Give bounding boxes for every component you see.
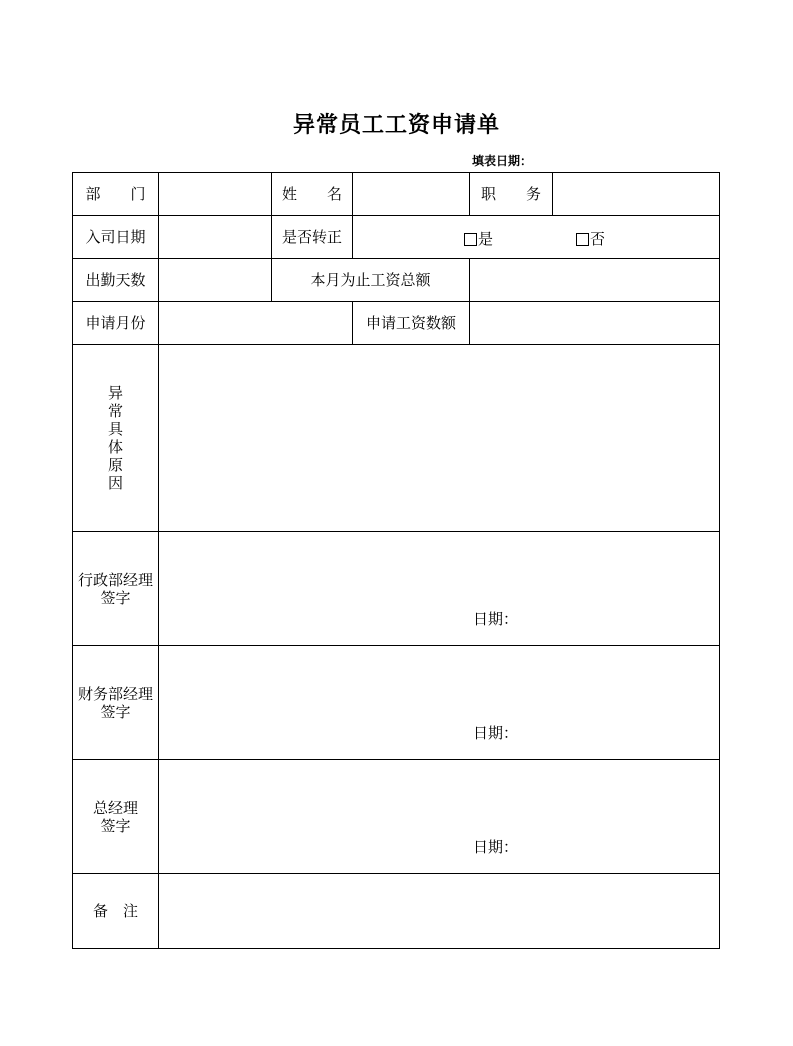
finance-sign-label-line1: 财务部经理 bbox=[77, 684, 153, 703]
remarks-label: 备 注 bbox=[73, 874, 159, 948]
gm-sign-label-line2: 签字 bbox=[100, 816, 131, 835]
gm-sign-field[interactable] bbox=[159, 760, 719, 874]
checkbox-icon[interactable] bbox=[576, 233, 589, 246]
apply-amount-label: 申请工资数额 bbox=[353, 302, 470, 345]
gm-sign-label-line1: 总经理 bbox=[92, 798, 138, 817]
department-field[interactable] bbox=[159, 173, 272, 216]
admin-sign-label-line1: 行政部经理 bbox=[77, 570, 153, 589]
total-salary-field[interactable] bbox=[470, 259, 719, 302]
admin-sign-field[interactable] bbox=[159, 532, 719, 646]
join-date-label: 入司日期 bbox=[73, 216, 159, 259]
position-label: 职 务 bbox=[470, 173, 553, 216]
total-salary-label: 本月为止工资总额 bbox=[272, 259, 470, 302]
attendance-days-field[interactable] bbox=[159, 259, 272, 302]
gm-sign-label bbox=[73, 760, 159, 874]
position-field[interactable] bbox=[553, 173, 719, 216]
checkbox-icon[interactable] bbox=[464, 233, 477, 246]
reason-char: 原 bbox=[107, 456, 123, 474]
regular-yes-option[interactable] bbox=[464, 230, 493, 248]
finance-sign-label bbox=[73, 646, 159, 760]
regular-label: 是否转正 bbox=[272, 216, 353, 259]
reason-char: 因 bbox=[107, 474, 123, 492]
fill-date-label: 填表日期： bbox=[472, 154, 533, 168]
regular-no-label: 否 bbox=[590, 230, 606, 248]
finance-sign-date-label: 日期： bbox=[473, 724, 519, 742]
regular-no-option[interactable] bbox=[576, 230, 605, 248]
reason-char: 体 bbox=[107, 438, 123, 456]
finance-sign-field[interactable] bbox=[159, 646, 719, 760]
gm-sign-date-label: 日期： bbox=[473, 838, 519, 856]
finance-sign-label-line2: 签字 bbox=[100, 702, 131, 721]
apply-month-label: 申请月份 bbox=[73, 302, 159, 345]
regular-yes-label: 是 bbox=[478, 230, 494, 248]
remarks-field[interactable] bbox=[159, 874, 719, 948]
department-label: 部 门 bbox=[73, 173, 159, 216]
attendance-days-label: 出勤天数 bbox=[73, 259, 159, 302]
admin-sign-label-line2: 签字 bbox=[100, 588, 131, 607]
reason-char: 具 bbox=[107, 420, 123, 438]
reason-char: 常 bbox=[107, 402, 123, 420]
reason-label bbox=[73, 345, 159, 532]
reason-field[interactable] bbox=[159, 345, 719, 532]
apply-amount-field[interactable] bbox=[470, 302, 719, 345]
name-field[interactable] bbox=[353, 173, 470, 216]
reason-char: 异 bbox=[107, 384, 123, 402]
admin-sign-date-label: 日期： bbox=[473, 610, 519, 628]
join-date-field[interactable] bbox=[159, 216, 272, 259]
regular-options bbox=[353, 216, 719, 259]
name-label: 姓 名 bbox=[272, 173, 353, 216]
admin-sign-label bbox=[73, 532, 159, 646]
application-form bbox=[72, 172, 720, 949]
apply-month-field[interactable] bbox=[159, 302, 353, 345]
form-title: 异常员工工资申请单 bbox=[292, 113, 500, 138]
